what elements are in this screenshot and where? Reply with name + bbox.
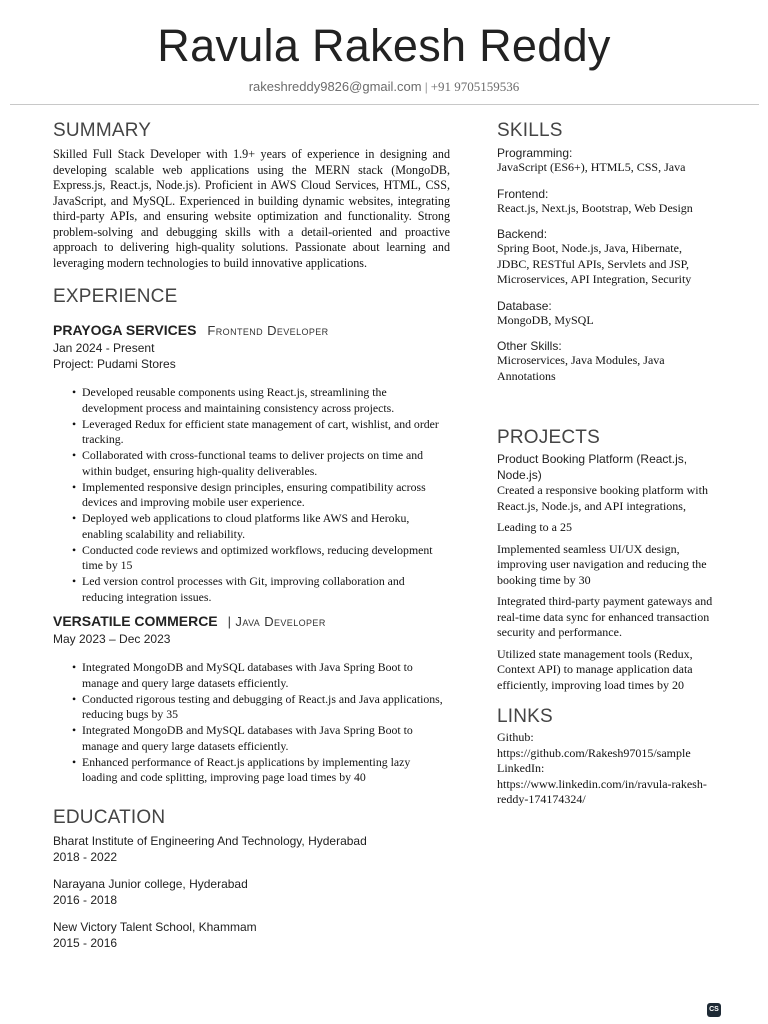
skill-value: Spring Boot, Node.js, Java, Hibernate, JDBC, RESTful APIs, Servlets and JSP, Microservices, API Integration, Security xyxy=(497,241,692,286)
summary-text: Skilled Full Stack Developer with 1.9+ years of experience in designing and developing scalable web applications using the MERN stack (MongoDB, Express.js, React.js, Node.js). Proficient in AWS Cloud Services, HTML, CSS, JavaScript, and MySQL. Experienced in building dynamic websites, integrating third-party APIs, and ensuring website optimization and functionality. Strong problem-solving and debugging skills with a detail-oriented and proactive approach to delivering high-quality solutions. Passionate about learning and leveraging modern technologies to build innovative applications. xyxy=(53,147,450,270)
candidate-name: Ravula Rakesh Reddy xyxy=(157,20,611,71)
project-item: Created a responsive booking platform with React.js, Node.js, and API integrations, xyxy=(497,483,708,513)
education-school: Narayana Junior college, Hyderabad xyxy=(53,877,248,891)
bullet-item: • Implemented responsive design principles, ensuring compatibility across devices and improving mobile user experience. xyxy=(72,479,426,509)
job-company: PRAYOGA SERVICES xyxy=(53,322,197,338)
skill-label: Backend: xyxy=(497,227,548,241)
project-item: Implemented seamless UI/UX design, improving user navigation and reducing the booking time by 30 xyxy=(497,541,707,587)
skill-label: Other Skills: xyxy=(497,339,562,353)
job-entry xyxy=(53,613,453,786)
bullet-item: • Integrated MongoDB and MySQL databases with Java Spring Boot to manage and query large datasets efficiently. xyxy=(72,660,413,690)
header-divider xyxy=(10,104,759,105)
github-link[interactable]: https://github.com/Rakesh97015/sample xyxy=(497,745,691,760)
experience-heading: EXPERIENCE xyxy=(53,286,178,307)
contact-line xyxy=(0,79,768,95)
projects-heading: PROJECTS xyxy=(497,427,600,448)
links-heading: LINKS xyxy=(497,706,553,727)
skill-value: MongoDB, MySQL xyxy=(497,312,594,327)
contact-separator: | xyxy=(421,79,431,94)
education-list xyxy=(53,833,453,951)
skill-value: Microservices, Java Modules, Java Annotations xyxy=(497,353,665,383)
email-address[interactable]: rakeshreddy9826@gmail.com xyxy=(248,79,422,94)
job-bullets xyxy=(53,385,445,605)
camscanner-logo-icon: CS xyxy=(707,1003,721,1017)
project-item: Leading to a 25 xyxy=(497,520,572,534)
skill-label: Database: xyxy=(497,298,552,313)
project-title: Product Booking Platform (React.js, Node.js) xyxy=(497,452,688,482)
bullet-item: • Collaborated with cross-functional teams to deliver projects on time and within budget, ensuring high-quality deliverables. xyxy=(72,448,424,478)
job-project: Project: Pudami Stores xyxy=(53,357,176,371)
bullet-item: • Conducted code reviews and optimized workflows, reducing development time by 15 xyxy=(72,542,433,572)
project-item: Integrated third-party payment gateways and real-time data sync for enhanced transaction security and performance. xyxy=(497,594,713,639)
skills-heading: SKILLS xyxy=(497,120,563,141)
linkedin-link[interactable]: https://www.linkedin.com/in/ravula-rakesh-reddy-174174324/ xyxy=(497,776,707,806)
summary-heading: SUMMARY xyxy=(53,120,152,141)
skill-group xyxy=(497,299,717,329)
bullet-item: • Led version control processes with Git, improving collaboration and reducing integration issues. xyxy=(72,574,405,604)
job-company: VERSATILE COMMERCE xyxy=(53,613,218,629)
bullet-item: • Conducted rigorous testing and debugging of React.js and Java applications, reducing bugs by 35 xyxy=(72,691,443,721)
job-role: Frontend Developer xyxy=(207,323,329,338)
education-years: 2018 - 2022 xyxy=(53,850,118,864)
job-dates: Jan 2024 - Present xyxy=(53,341,155,355)
linkedin-label: LinkedIn: xyxy=(497,761,545,775)
job-dates: May 2023 – Dec 2023 xyxy=(53,632,171,646)
skill-value: JavaScript (ES6+), HTML5, CSS, Java xyxy=(497,160,686,174)
job-role: | Java Developer xyxy=(227,614,326,629)
skill-group xyxy=(497,339,717,384)
bullet-item: • Developed reusable components using React.js, streamlining the development process and maintaining consistency across projects. xyxy=(72,385,395,415)
education-years: 2016 - 2018 xyxy=(53,893,118,907)
education-item xyxy=(53,876,453,908)
bullet-item: • Leveraged Redux for efficient state management of cart, wishlist, and order tracking. xyxy=(72,416,439,446)
skill-group xyxy=(497,227,717,288)
skill-label: Frontend: xyxy=(497,186,549,201)
projects-list xyxy=(497,452,717,693)
education-item xyxy=(53,919,453,951)
project-item: Utilized state management tools (Redux, Context API) to manage application data efficiently, improving load times by 20 xyxy=(497,646,693,692)
phone-number: +91 9705159536 xyxy=(430,79,520,94)
education-school: New Victory Talent School, Khammam xyxy=(53,920,257,934)
skills-list xyxy=(497,146,717,384)
education-item xyxy=(53,833,453,865)
github-label: Github: xyxy=(497,730,534,744)
job-bullets xyxy=(53,660,445,786)
education-school: Bharat Institute of Engineering And Technology, Hyderabad xyxy=(53,834,367,848)
skill-label: Programming: xyxy=(497,146,573,160)
links-list xyxy=(497,730,719,808)
skill-group xyxy=(497,187,717,217)
bullet-item: • Integrated MongoDB and MySQL databases with Java Spring Boot to manage and query large datasets efficiently. xyxy=(72,723,413,753)
bullet-item: • Enhanced performance of React.js applications by implementing lazy loading and code splitting, improving page load times by 40 xyxy=(72,754,411,784)
bullet-item: • Deployed web applications to cloud platforms like AWS and Heroku, enabling scalability and reliability. xyxy=(72,511,410,541)
skill-value: React.js, Next.js, Bootstrap, Web Design xyxy=(497,200,693,215)
education-heading: EDUCATION xyxy=(53,807,166,828)
job-entry xyxy=(53,322,453,606)
skill-group xyxy=(497,146,717,176)
education-years: 2015 - 2016 xyxy=(53,936,118,950)
